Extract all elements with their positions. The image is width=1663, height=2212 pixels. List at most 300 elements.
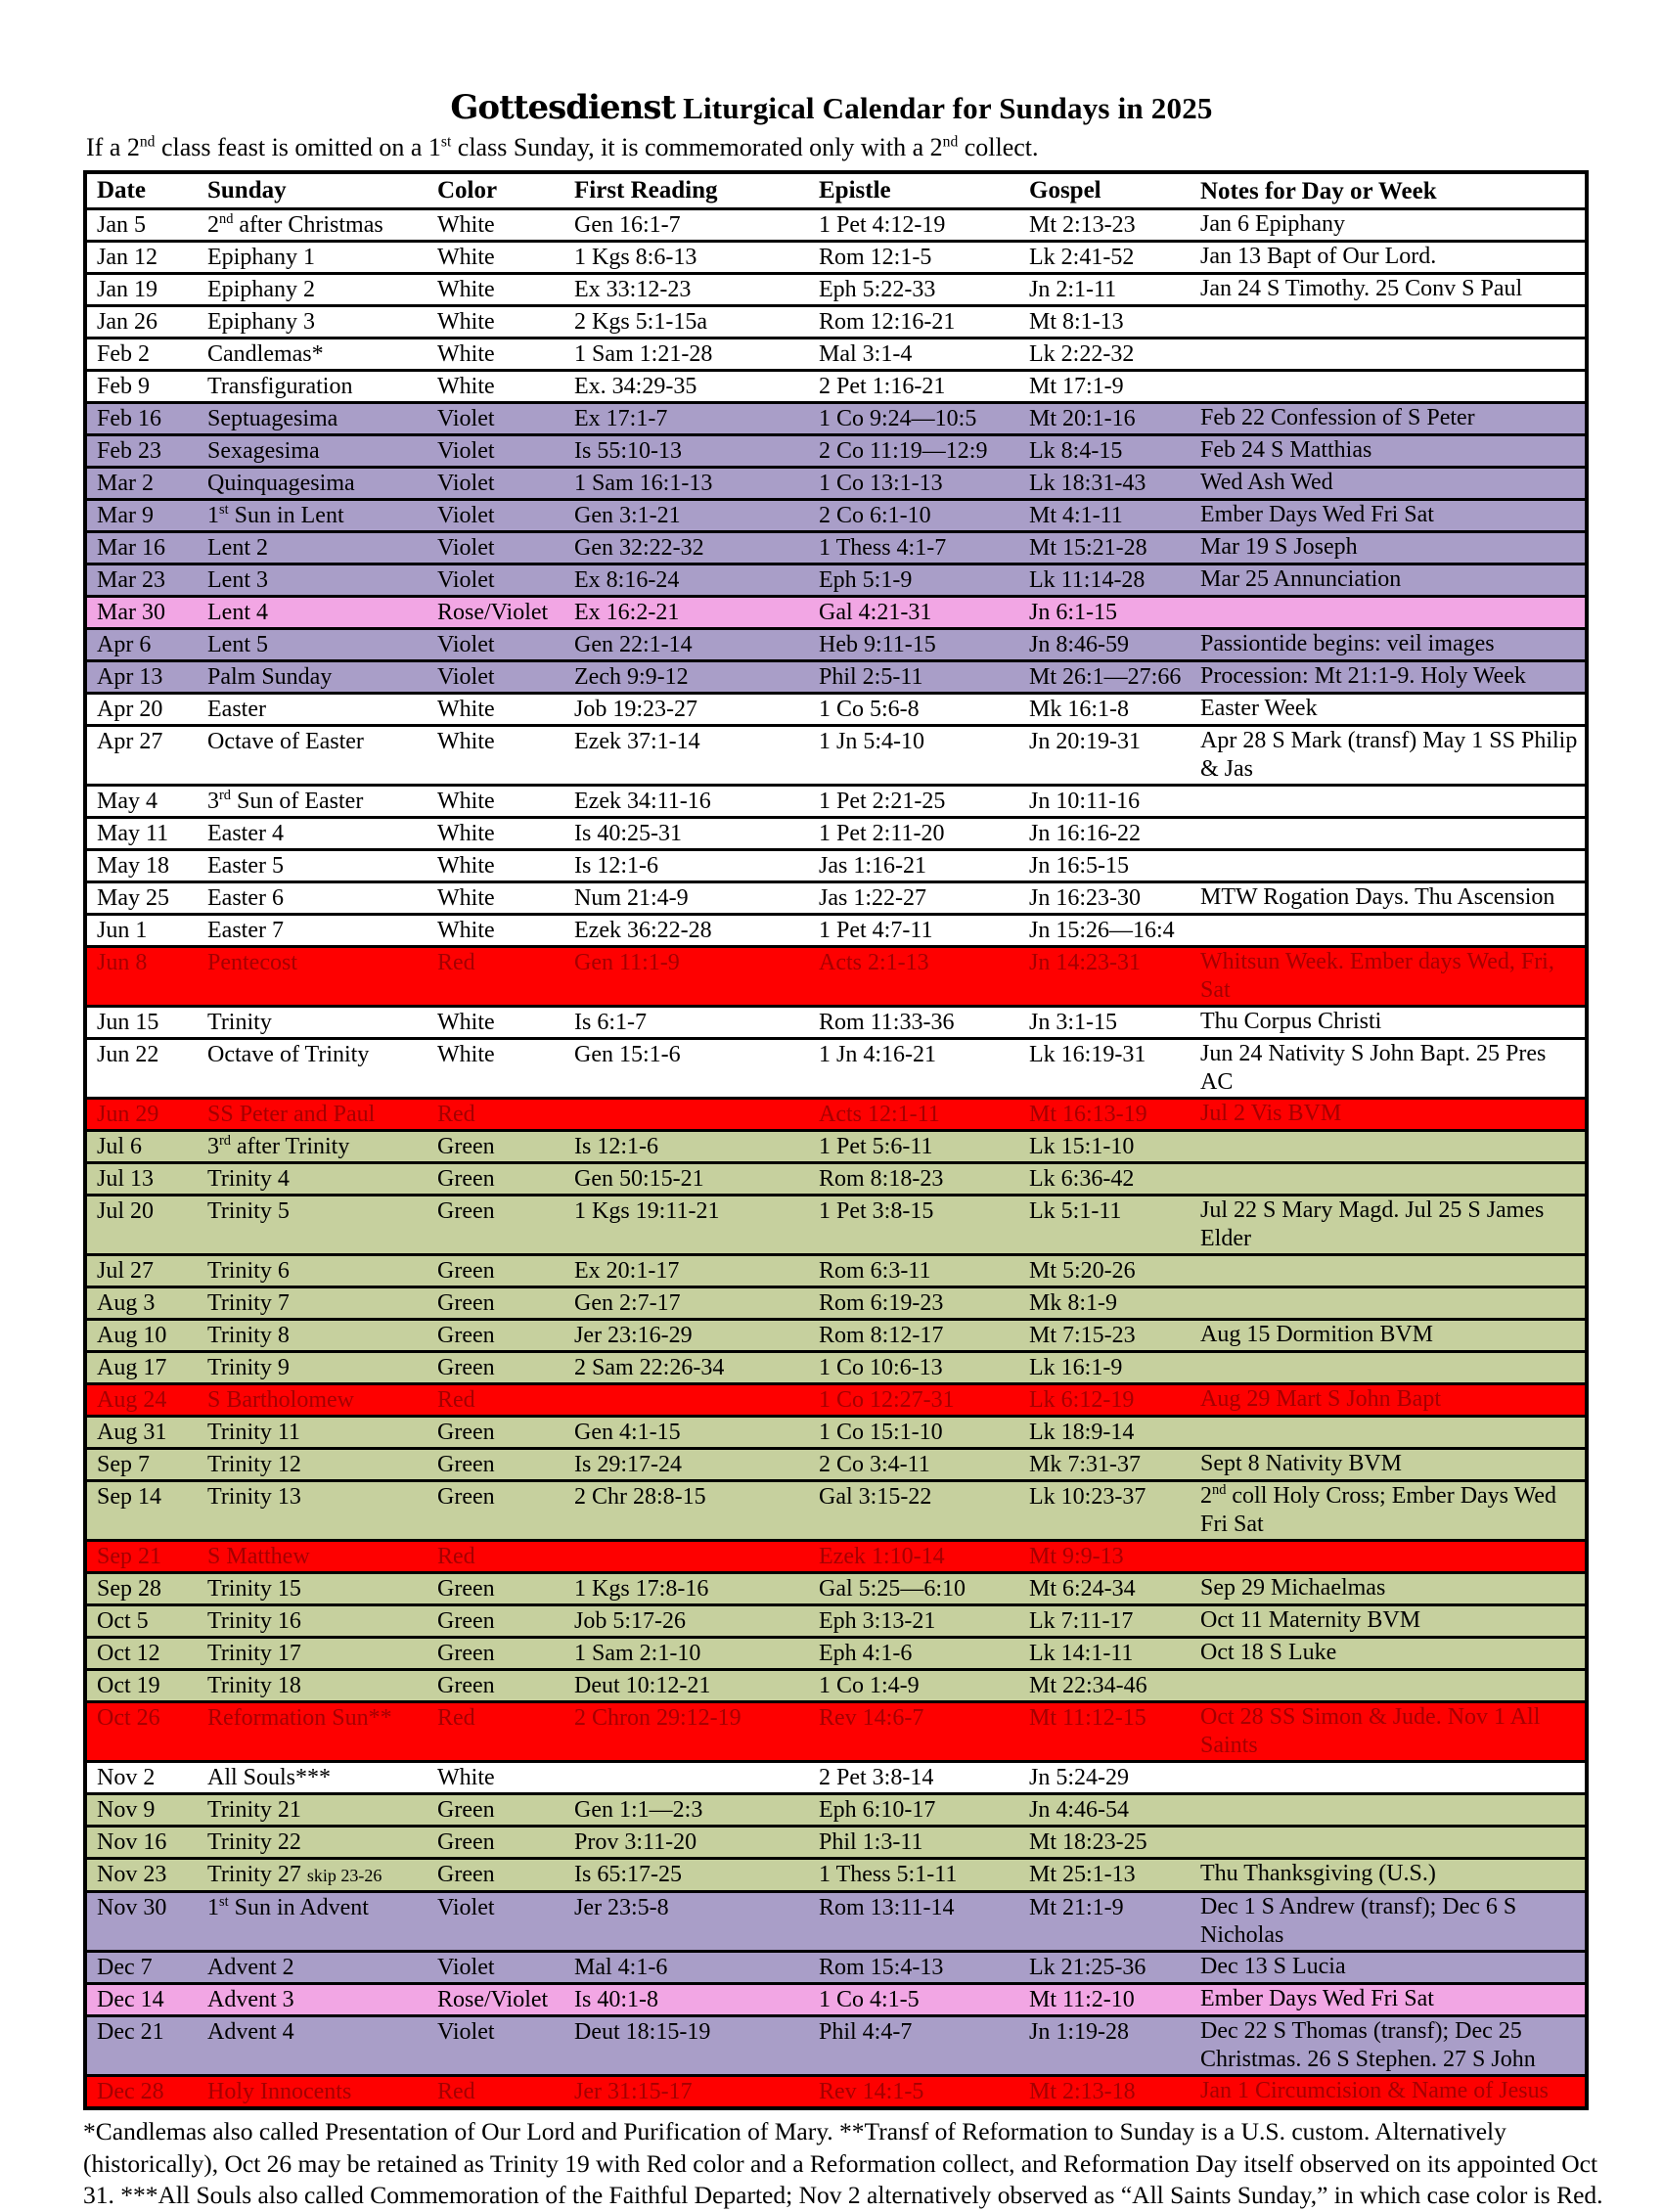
cell-epistle: Eph 4:1-6: [819, 1641, 913, 1666]
cell-sunday: SS Peter and Paul: [207, 1102, 376, 1127]
cell-sunday: Holy Innocents: [207, 2079, 352, 2104]
cell-color: Green: [437, 1576, 495, 1602]
cell-date: Nov 2: [97, 1765, 156, 1790]
cell-gospel: Jn 10:11-16: [1029, 789, 1141, 814]
column-header-date: Date: [97, 177, 146, 203]
table-row: [85, 371, 1587, 403]
cell-epistle: 1 Jn 5:4-10: [819, 729, 924, 754]
cell-first-reading: 1 Kgs 8:6-13: [574, 245, 697, 270]
cell-gospel: Jn 2:1-11: [1029, 277, 1117, 302]
cell-date: Apr 27: [97, 729, 163, 754]
table-row: [85, 818, 1587, 850]
table-row: [85, 1099, 1587, 1131]
table-row: [85, 2076, 1587, 2109]
cell-notes: Thu Thanksgiving (U.S.): [1200, 1861, 1436, 1886]
cell-first-reading: Gen 2:7-17: [574, 1290, 681, 1316]
cell-date: Mar 30: [97, 600, 165, 625]
cell-color: Violet: [437, 664, 495, 690]
cell-gospel: Jn 16:16-22: [1029, 821, 1141, 846]
cell-color: Rose/Violet: [437, 600, 549, 625]
cell-date: Aug 24: [97, 1387, 167, 1413]
cell-notes: Oct 18 S Luke: [1200, 1640, 1337, 1665]
cell-notes: Dec 22 S Thomas (transf); Dec 25 Christmas. 26 S Stephen. 27 S John: [1200, 2018, 1536, 2072]
cell-sunday: Easter 4: [207, 821, 284, 846]
cell-date: May 25: [97, 885, 169, 911]
table-row: [85, 306, 1587, 339]
cell-date: Jul 27: [97, 1258, 155, 1284]
cell-notes: [1191, 1287, 1587, 1320]
cell-color: Green: [437, 1452, 495, 1477]
column-header-gospel: Gospel: [1029, 177, 1101, 203]
cell-notes: [1191, 339, 1587, 371]
cell-first-reading: Ex 17:1-7: [574, 406, 668, 431]
cell-epistle: 2 Co 11:19—12:9: [819, 438, 988, 464]
cell-color: White: [437, 374, 495, 399]
cell-epistle: 2 Pet 1:16-21: [819, 374, 946, 399]
cell-notes: [1191, 1417, 1587, 1449]
cell-first-reading: Zech 9:9-12: [574, 664, 689, 690]
cell-epistle: Rom 6:3-11: [819, 1258, 931, 1284]
cell-epistle: Rom 6:19-23: [819, 1290, 944, 1316]
cell-date: Feb 9: [97, 374, 150, 399]
cell-notes: Mar 25 Annunciation: [1200, 566, 1402, 592]
cell-first-reading: [555, 1384, 799, 1417]
cell-notes: Feb 24 S Matthias: [1200, 437, 1372, 463]
table-row: [85, 1417, 1587, 1449]
cell-sunday: Trinity 8: [207, 1323, 290, 1348]
table-row: [85, 403, 1587, 435]
cell-gospel: Lk 2:41-52: [1029, 245, 1135, 270]
cell-color: Green: [437, 1484, 495, 1510]
cell-gospel: Lk 15:1-10: [1029, 1134, 1135, 1159]
cell-epistle: 2 Co 6:1-10: [819, 503, 931, 528]
cell-sunday: 2nd after Christmas: [207, 211, 383, 238]
cell-notes: Thu Corpus Christi: [1200, 1009, 1382, 1034]
cell-sunday: Advent 2: [207, 1955, 294, 1980]
cell-color: Red: [437, 1544, 475, 1569]
cell-first-reading: Gen 11:1-9: [574, 950, 680, 975]
cell-color: Green: [437, 1673, 495, 1698]
cell-notes: Procession: Mt 21:1-9. Holy Week: [1200, 663, 1526, 689]
cell-epistle: 1 Thess 4:1-7: [819, 535, 947, 561]
cell-gospel: Mk 7:31-37: [1029, 1452, 1141, 1477]
table-row: [85, 1384, 1587, 1417]
cell-color: Violet: [437, 406, 495, 431]
table-row: [85, 1196, 1587, 1255]
cell-date: Jun 8: [97, 950, 148, 975]
cell-gospel: Lk 14:1-11: [1029, 1641, 1134, 1666]
cell-epistle: Rom 15:4-13: [819, 1955, 944, 1980]
table-row: [85, 850, 1587, 882]
cell-color: White: [437, 697, 495, 722]
cell-notes: Dec 13 S Lucia: [1200, 1954, 1346, 1979]
cell-color: White: [437, 1765, 495, 1790]
cell-gospel: Mt 15:21-28: [1029, 535, 1147, 561]
cell-notes: Jan 1 Circumcision & Name of Jesus: [1200, 2078, 1549, 2103]
cell-notes: [1191, 818, 1587, 850]
cell-sunday: 3rd after Trinity: [207, 1133, 350, 1159]
cell-date: May 4: [97, 789, 157, 814]
table-row: [85, 500, 1587, 532]
cell-epistle: 1 Co 10:6-13: [819, 1355, 943, 1380]
cell-date: Dec 7: [97, 1955, 153, 1980]
cell-gospel: Jn 6:1-15: [1029, 600, 1117, 625]
cell-gospel: Jn 16:5-15: [1029, 853, 1129, 879]
cell-gospel: Mt 20:1-16: [1029, 406, 1136, 431]
cell-color: White: [437, 821, 495, 846]
cell-epistle: Ezek 1:10-14: [819, 1544, 945, 1569]
cell-sunday: Septuagesima: [207, 406, 338, 431]
cell-color: White: [437, 853, 495, 879]
cell-sunday: Trinity: [207, 1010, 272, 1035]
cell-gospel: Mt 4:1-11: [1029, 503, 1123, 528]
cell-first-reading: Ezek 34:11-16: [574, 789, 711, 814]
cell-first-reading: Ezek 36:22-28: [574, 918, 712, 943]
cell-first-reading: [555, 1099, 799, 1131]
cell-epistle: 1 Co 1:4-9: [819, 1673, 920, 1698]
cell-gospel: Lk 8:4-15: [1029, 438, 1123, 464]
table-row: [85, 435, 1587, 468]
cell-first-reading: Num 21:4-9: [574, 885, 689, 911]
cell-color: Red: [437, 1705, 475, 1731]
cell-notes: [1191, 1762, 1587, 1794]
cell-gospel: Mk 8:1-9: [1029, 1290, 1117, 1316]
cell-notes: 2nd coll Holy Cross; Ember Days Wed Fri Sat: [1200, 1482, 1556, 1537]
cell-color: Violet: [437, 2019, 495, 2045]
cell-sunday: Advent 3: [207, 1987, 294, 2012]
cell-date: Nov 30: [97, 1895, 167, 1920]
cell-first-reading: 2 Kgs 5:1-15a: [574, 309, 707, 335]
cell-sunday: Octave of Easter: [207, 729, 364, 754]
cell-sunday: Trinity 12: [207, 1452, 301, 1477]
cell-date: Feb 23: [97, 438, 161, 464]
cell-sunday: Trinity 9: [207, 1355, 290, 1380]
cell-date: Jan 12: [97, 245, 157, 270]
table-row: [85, 1352, 1587, 1384]
cell-notes: Dec 1 S Andrew (transf); Dec 6 S Nicholas: [1200, 1894, 1517, 1948]
skip-annotation: skip 23-26: [306, 1866, 382, 1885]
cell-color: White: [437, 789, 495, 814]
cell-epistle: Mal 3:1-4: [819, 341, 913, 367]
cell-sunday: Pentecost: [207, 950, 297, 975]
cell-gospel: Mt 21:1-9: [1029, 1895, 1124, 1920]
cell-first-reading: 2 Chr 28:8-15: [574, 1484, 706, 1510]
table-row: [85, 694, 1587, 726]
cell-first-reading: Ex. 34:29-35: [574, 374, 697, 399]
cell-epistle: 1 Co 15:1-10: [819, 1420, 943, 1445]
cell-sunday: Easter 6: [207, 885, 284, 911]
cell-date: Mar 16: [97, 535, 165, 561]
cell-color: Red: [437, 950, 475, 975]
cell-color: Green: [437, 1166, 495, 1192]
cell-epistle: 1 Co 4:1-5: [819, 1987, 920, 2012]
cell-date: Jun 1: [97, 918, 148, 943]
cell-notes: Oct 11 Maternity BVM: [1200, 1607, 1421, 1633]
cell-notes: [1191, 1541, 1587, 1573]
cell-date: Oct 12: [97, 1641, 160, 1666]
cell-date: Mar 9: [97, 503, 154, 528]
cell-color: Red: [437, 2079, 475, 2104]
cell-color: Green: [437, 1290, 495, 1316]
table-row: [85, 1670, 1587, 1702]
cell-first-reading: Job 19:23-27: [574, 697, 697, 722]
liturgical-calendar-table: [83, 170, 1589, 2110]
cell-sunday: Trinity 15: [207, 1576, 301, 1602]
cell-sunday: Candlemas*: [207, 341, 324, 367]
cell-notes: Ember Days Wed Fri Sat: [1200, 1986, 1434, 2011]
page-title: [0, 88, 1663, 127]
cell-sunday: Epiphany 1: [207, 245, 315, 270]
table-row: [85, 882, 1587, 915]
table-row: [85, 242, 1587, 274]
cell-date: Feb 16: [97, 406, 161, 431]
cell-date: Aug 3: [97, 1290, 156, 1316]
cell-epistle: 1 Thess 5:1-11: [819, 1862, 958, 1887]
cell-sunday: Lent 5: [207, 632, 268, 657]
cell-notes: Jan 13 Bapt of Our Lord.: [1200, 244, 1437, 269]
table-row: [85, 532, 1587, 564]
cell-gospel: Jn 15:26—16:4: [1029, 918, 1175, 943]
cell-gospel: Mt 16:13-19: [1029, 1102, 1147, 1127]
cell-epistle: Eph 5:22-33: [819, 277, 936, 302]
cell-color: Red: [437, 1102, 475, 1127]
cell-color: Violet: [437, 1895, 495, 1920]
cell-epistle: 1 Pet 2:21-25: [819, 789, 946, 814]
cell-gospel: Mt 18:23-25: [1029, 1829, 1147, 1855]
cell-date: May 11: [97, 821, 169, 846]
cell-date: Jan 19: [97, 277, 157, 302]
cell-sunday: Epiphany 3: [207, 309, 315, 335]
cell-gospel: Lk 21:25-36: [1029, 1955, 1146, 1980]
cell-date: Dec 21: [97, 2019, 164, 2045]
table-row: [85, 1039, 1587, 1099]
cell-sunday: Trinity 21: [207, 1797, 301, 1823]
cell-color: Green: [437, 1829, 495, 1855]
cell-epistle: Gal 4:21-31: [819, 600, 932, 625]
column-header-epistle: Epistle: [819, 177, 891, 203]
cell-epistle: Phil 1:3-11: [819, 1829, 923, 1855]
cell-epistle: Phil 2:5-11: [819, 664, 923, 690]
cell-notes: Sept 8 Nativity BVM: [1200, 1451, 1403, 1476]
column-header-color: Color: [437, 177, 498, 203]
cell-notes: [1191, 1352, 1587, 1384]
cell-sunday: Easter 7: [207, 918, 284, 943]
cell-sunday: Quinquagesima: [207, 471, 355, 496]
cell-gospel: Mt 2:13-23: [1029, 212, 1136, 238]
cell-date: Jul 6: [97, 1134, 143, 1159]
cell-epistle: Eph 3:13-21: [819, 1608, 936, 1634]
cell-first-reading: Jer 31:15-17: [574, 2079, 693, 2104]
table-row: [85, 1762, 1587, 1794]
cell-date: Nov 9: [97, 1797, 156, 1823]
cell-epistle: Eph 5:1-9: [819, 567, 913, 593]
cell-gospel: Mt 6:24-34: [1029, 1576, 1136, 1602]
cell-first-reading: 1 Kgs 17:8-16: [574, 1576, 709, 1602]
cell-gospel: Lk 2:22-32: [1029, 341, 1135, 367]
footnote-text: *Candlemas also called Presentation of Our Lord and Purification of Mary. **Transf of Reformation to Sunday is a U.S. custom. Alternatively (historically), Oct 26 may be retained as Trinity 19 with Red color and a Reformation collect, and Reformation Day itself observed on its appointed Oct 31. ***All Souls also called Commemoration of the Faithful Departed; Nov 2 alternatively observed as “All Saints Sunday,” in which case color is Red.: [83, 2117, 1603, 2210]
cell-epistle: 1 Co 12:27-31: [819, 1387, 955, 1413]
cell-gospel: Lk 18:9-14: [1029, 1420, 1135, 1445]
cell-notes: Ember Days Wed Fri Sat: [1200, 502, 1434, 527]
cell-color: Violet: [437, 438, 495, 464]
cell-color: White: [437, 341, 495, 367]
cell-date: Nov 16: [97, 1829, 167, 1855]
cell-notes: Oct 28 SS Simon & Jude. Nov 1 All Saints: [1200, 1704, 1541, 1758]
table-row: [85, 1255, 1587, 1287]
cell-date: Jan 26: [97, 309, 157, 335]
table-row: [85, 629, 1587, 661]
cell-date: Sep 21: [97, 1544, 161, 1569]
cell-sunday: Trinity 11: [207, 1420, 300, 1445]
column-header-sunday: Sunday: [207, 177, 287, 203]
table-row: [85, 468, 1587, 500]
cell-epistle: 1 Pet 3:8-15: [819, 1198, 934, 1224]
cell-gospel: Mt 11:2-10: [1029, 1987, 1135, 2012]
cell-notes: Jan 6 Epiphany: [1200, 211, 1345, 237]
cell-first-reading: Is 6:1-7: [574, 1010, 647, 1035]
table-row: [85, 661, 1587, 694]
cell-date: Jul 20: [97, 1198, 155, 1224]
cell-sunday: Trinity 4: [207, 1166, 290, 1192]
cell-first-reading: Gen 16:1-7: [574, 212, 681, 238]
cell-gospel: Jn 16:23-30: [1029, 885, 1141, 911]
cell-epistle: 1 Co 9:24—10:5: [819, 406, 977, 431]
cell-first-reading: Ex 16:2-21: [574, 600, 680, 625]
cell-sunday: Trinity 18: [207, 1673, 301, 1698]
cell-first-reading: [555, 1762, 799, 1794]
cell-epistle: Rom 8:12-17: [819, 1323, 944, 1348]
cell-date: Aug 10: [97, 1323, 167, 1348]
cell-notes: [1191, 1255, 1587, 1287]
cell-epistle: Phil 4:4-7: [819, 2019, 913, 2045]
cell-notes: [1191, 915, 1587, 947]
cell-color: Green: [437, 1420, 495, 1445]
cell-sunday: S Matthew: [207, 1544, 310, 1569]
cell-sunday: Lent 4: [207, 600, 268, 625]
cell-first-reading: Is 40:1-8: [574, 1987, 658, 2012]
cell-sunday: Transfiguration: [207, 374, 353, 399]
table-row: [85, 915, 1587, 947]
table-row: [85, 1892, 1587, 1952]
cell-notes: Passiontide begins: veil images: [1200, 631, 1495, 656]
cell-color: White: [437, 277, 495, 302]
cell-notes: Jun 24 Nativity S John Bapt. 25 Pres AC: [1200, 1041, 1547, 1095]
cell-date: Aug 31: [97, 1420, 167, 1445]
cell-notes: Aug 29 Mart S John Bapt: [1200, 1386, 1441, 1412]
cell-first-reading: Is 55:10-13: [574, 438, 682, 464]
cell-first-reading: Gen 22:1-14: [574, 632, 693, 657]
cell-first-reading: Job 5:17-26: [574, 1608, 686, 1634]
subtitle-note: If a 2nd class feast is omitted on a 1st class Sunday, it is commemorated only with a 2nd collect.: [86, 133, 1039, 161]
cell-sunday: Trinity 22: [207, 1829, 301, 1855]
cell-color: Green: [437, 1797, 495, 1823]
table-row: [85, 1163, 1587, 1196]
cell-gospel: Mt 26:1—27:66: [1029, 664, 1182, 690]
cell-epistle: Rom 12:1-5: [819, 245, 932, 270]
cell-gospel: Jn 20:19-31: [1029, 729, 1141, 754]
cell-first-reading: Is 12:1-6: [574, 1134, 658, 1159]
cell-sunday: Easter 5: [207, 853, 284, 879]
cell-gospel: Mt 9:9-13: [1029, 1544, 1124, 1569]
cell-sunday: All Souls***: [207, 1765, 332, 1790]
cell-date: Dec 28: [97, 2079, 164, 2104]
cell-color: Violet: [437, 503, 495, 528]
cell-gospel: Jn 14:23-31: [1029, 950, 1141, 975]
cell-epistle: Rom 8:18-23: [819, 1166, 944, 1192]
cell-epistle: Rom 13:11-14: [819, 1895, 955, 1920]
cell-epistle: Heb 9:11-15: [819, 632, 936, 657]
cell-color: Green: [437, 1198, 495, 1224]
cell-notes: Jul 22 S Mary Magd. Jul 25 S James Elder: [1200, 1197, 1545, 1251]
cell-sunday: Advent 4: [207, 2019, 294, 2045]
cell-color: Violet: [437, 567, 495, 593]
cell-epistle: 1 Co 13:1-13: [819, 471, 943, 496]
cell-date: Oct 26: [97, 1705, 160, 1731]
cell-notes: [1191, 371, 1587, 403]
cell-date: Jun 15: [97, 1010, 159, 1035]
cell-color: White: [437, 245, 495, 270]
cell-first-reading: Is 12:1-6: [574, 853, 658, 879]
table-row: [85, 1952, 1587, 1984]
table-row: [85, 1449, 1587, 1481]
table-row: [85, 1007, 1587, 1039]
cell-epistle: 1 Co 5:6-8: [819, 697, 920, 722]
cell-notes: Easter Week: [1200, 696, 1318, 721]
table-row: [85, 786, 1587, 818]
table-row: [85, 339, 1587, 371]
cell-date: Mar 2: [97, 471, 154, 496]
cell-color: Green: [437, 1862, 495, 1887]
cell-gospel: Jn 4:46-54: [1029, 1797, 1129, 1823]
cell-gospel: Lk 16:19-31: [1029, 1042, 1146, 1067]
cell-color: Green: [437, 1641, 495, 1666]
cell-first-reading: 1 Sam 1:21-28: [574, 341, 713, 367]
cell-epistle: 2 Co 3:4-11: [819, 1452, 930, 1477]
table-row: [85, 564, 1587, 597]
cell-first-reading: Gen 1:1—2:3: [574, 1797, 703, 1823]
cell-epistle: Acts 2:1-13: [819, 950, 929, 975]
cell-epistle: Rom 11:33-36: [819, 1010, 955, 1035]
cell-sunday: Epiphany 2: [207, 277, 315, 302]
cell-epistle: Gal 3:15-22: [819, 1484, 932, 1510]
cell-epistle: Eph 6:10-17: [819, 1797, 936, 1823]
cell-notes: Mar 19 S Joseph: [1200, 534, 1358, 560]
cell-color: Green: [437, 1355, 495, 1380]
cell-date: Apr 13: [97, 664, 163, 690]
cell-notes: Jul 2 Vis BVM: [1200, 1101, 1342, 1126]
cell-sunday: Trinity 7: [207, 1290, 290, 1316]
cell-color: Green: [437, 1323, 495, 1348]
cell-date: Apr 6: [97, 632, 152, 657]
cell-first-reading: Ex 8:16-24: [574, 567, 680, 593]
table-row: [85, 1573, 1587, 1605]
cell-gospel: Mt 17:1-9: [1029, 374, 1124, 399]
cell-notes: Feb 22 Confession of S Peter: [1200, 405, 1475, 430]
cell-gospel: Lk 11:14-28: [1029, 567, 1146, 593]
table-row: [85, 1320, 1587, 1352]
cell-date: Aug 17: [97, 1355, 167, 1380]
cell-epistle: 1 Pet 4:12-19: [819, 212, 946, 238]
cell-gospel: Jn 5:24-29: [1029, 1765, 1129, 1790]
cell-date: Dec 14: [97, 1987, 164, 2012]
cell-notes: Sep 29 Michaelmas: [1200, 1575, 1386, 1601]
cell-first-reading: Is 40:25-31: [574, 821, 682, 846]
cell-gospel: Mk 16:1-8: [1029, 697, 1129, 722]
table-row: [85, 1481, 1587, 1541]
table-row: [85, 726, 1587, 786]
cell-sunday: Reformation Sun**: [207, 1705, 392, 1731]
cell-epistle: 2 Pet 3:8-14: [819, 1765, 934, 1790]
